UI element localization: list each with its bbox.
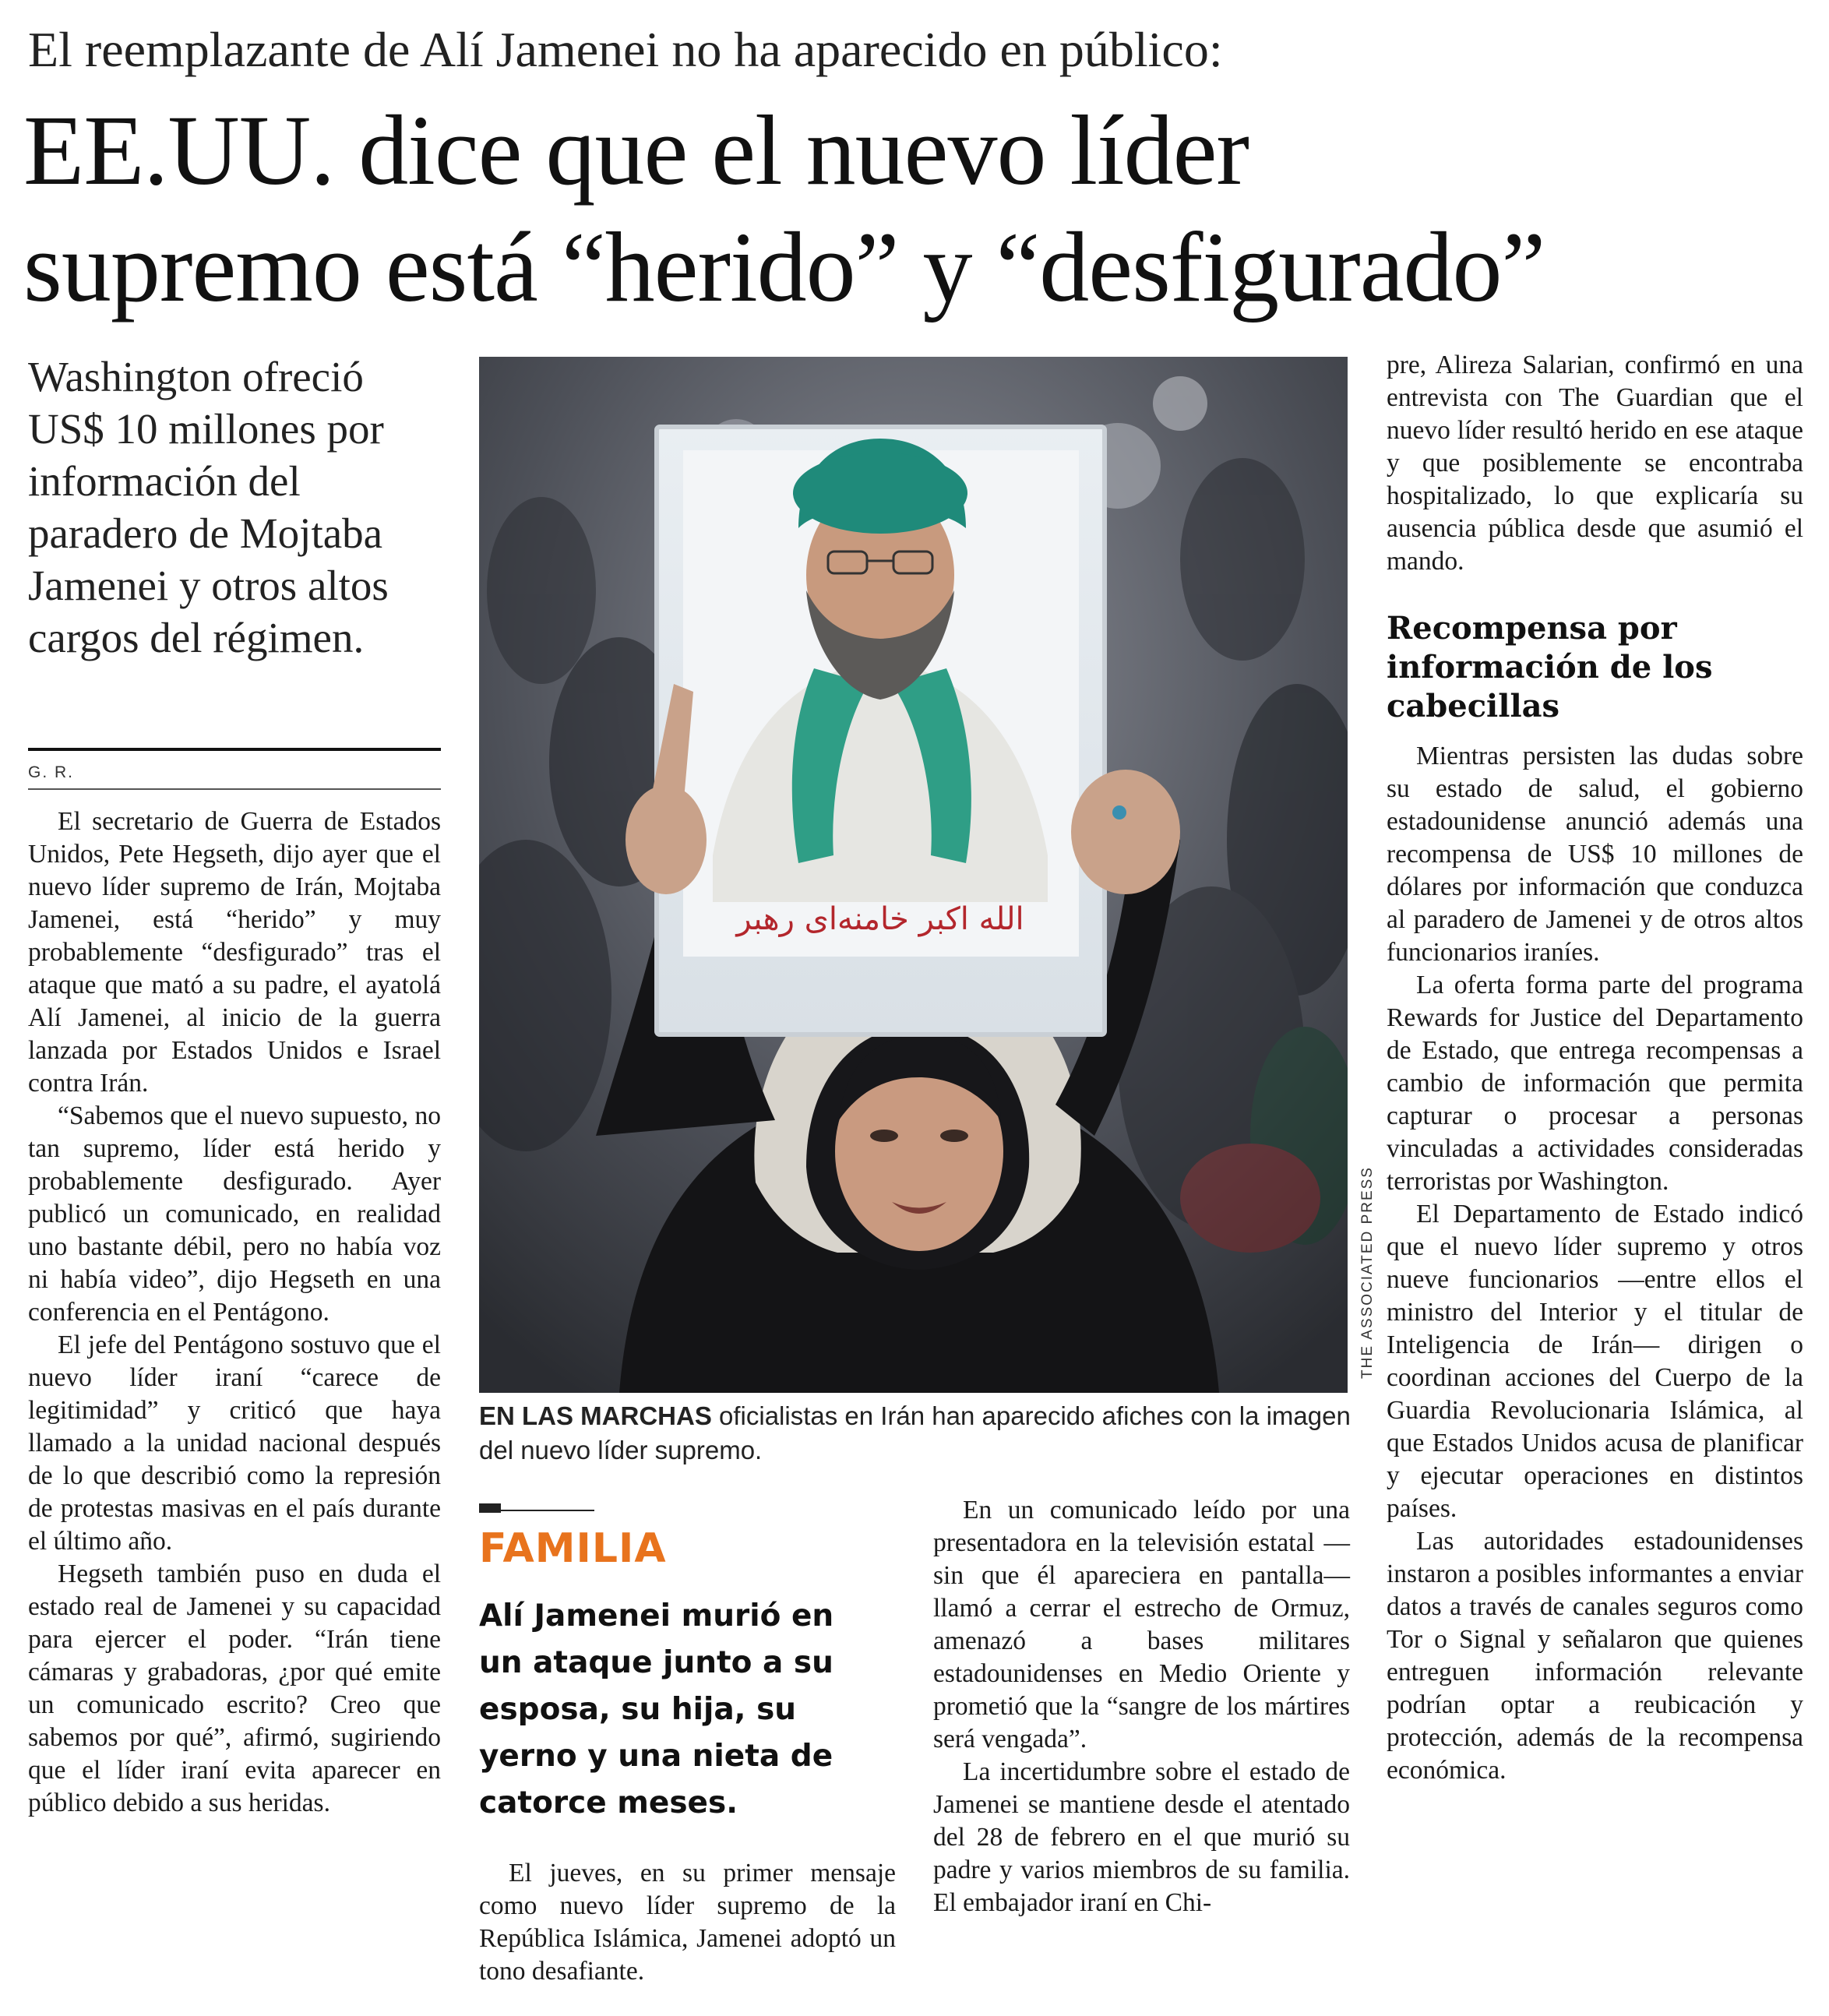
poster-inscription: الله اکبر خامنه‌ای رهبر <box>736 901 1024 937</box>
article-headline <box>23 92 1815 326</box>
body-column-3 <box>933 1494 1350 1919</box>
paragraph: La oferta forma parte del programa Rewards for Justice del Departamento de Estado, que entrega recompensas a cambio de información que permita capturar o procesar a personas vinculadas a actividades consideradas terroristas por Washington. <box>1387 971 1803 1196</box>
article-lede: Washington ofreció US$ 10 millones por información del paradero de Mojtaba Jamenei y otros altos cargos del régimen. <box>28 353 389 661</box>
headline-line-2: supremo está “herido” y “desfigurado” <box>23 212 1545 322</box>
paragraph: El Departamento de Estado indicó que el nuevo líder supremo y otros nueve funcionarios —entre ellos el ministro del Interior y el titular de Inteligencia de Irán— dirigen o coordinan acciones del Cuerpo de la Guardia Revolucionaria Islámica, al que Estados Unidos acusa de planificar y ejecutar operaciones en distintos países. <box>1387 1200 1803 1523</box>
paragraph: La incertidumbre sobre el estado de Jamenei se mantiene desde el atentado del 28 de febrero en el que murió su padre y varios miembros de su familia. El embajador iraní en Chi- <box>933 1757 1350 1917</box>
paragraph: El jefe del Pentágono sostuvo que el nuevo líder iraní “carece de legitimidad” y criticó que haya llamado a la unidad nacional después de lo que describió como la represión de protestas masivas en el país durante el último año. <box>28 1330 441 1556</box>
paragraph: Hegseth también puso en duda el estado real de Jamenei y su capacidad para ejercer el poder. “Irán tiene cámaras y grabadoras, ¿por qué emite un comunicado escrito? Creo que sabemos por qué”, afirmó, sugiriendo que el líder iraní evita aparecer en público debido a sus heridas. <box>28 1560 441 1817</box>
paragraph-continued: pre, Alireza Salarian, confirmó en una entrevista con The Guardian que el nuevo líder resultó herido en ese ataque y que posiblemente se encontraba hospitalizado, lo que explicaría su ausencia pública desde que asumió el mando. <box>1387 351 1803 576</box>
photo-credit: THE ASSOCIATED PRESS <box>1359 1166 1376 1379</box>
photo-caption <box>479 1399 1355 1468</box>
column-subhead: Recompensa por información de los cabecillas <box>1387 610 1713 724</box>
body-column-4 <box>1387 349 1803 1787</box>
byline-divider <box>28 788 441 790</box>
lede-divider <box>28 748 441 751</box>
paragraph: Mientras persisten las dudas sobre su estado de salud, el gobierno estadounidense anunció además una recompensa de US$ 10 millones de dólares por información que conduzca al paradero de Jamenei y de otros altos funcionarios iraníes. <box>1387 742 1803 967</box>
poster <box>657 427 1105 1034</box>
sidebar-section-label: FAMILIA <box>479 1525 667 1572</box>
article-photo <box>479 357 1348 1393</box>
sidebar-rule <box>501 1510 594 1511</box>
article-kicker: El reemplazante de Alí Jamenei no ha aparecido en público: <box>28 22 1223 77</box>
paragraph: Las autoridades estadounidenses instaron a posibles informantes a enviar datos a través de canales seguros como Tor o Signal y señalaron que quienes entreguen información relevante podrían optar a reubicación y protección, además de la recompensa económica. <box>1387 1527 1803 1785</box>
right-hand <box>1071 770 1180 894</box>
headline-line-1: EE.UU. dice que el nuevo líder <box>23 95 1249 206</box>
body-column-2 <box>479 1857 896 1988</box>
sidebar-marker <box>479 1503 501 1513</box>
caption-lead: EN LAS MARCHAS <box>479 1401 712 1430</box>
sidebar-deck: Alí Jamenei murió en un ataque junto a su esposa, su hija, su yerno y una nieta de catorce meses. <box>479 1598 834 1820</box>
paragraph: El jueves, en su primer mensaje como nuevo líder supremo de la República Islámica, Jamenei adoptó un tono desafiante. <box>479 1859 896 1986</box>
paragraph: “Sabemos que el nuevo supuesto, no tan supremo, líder está herido y probablemente desfigurado. Ayer publicó un comunicado, en realidad uno bastante débil, pero no había voz ni había video”, dijo Hegseth en una conferencia en el Pentágono. <box>28 1101 441 1327</box>
paragraph: En un comunicado leído por una presentadora en la televisión estatal —sin que él apareciera en pantalla— llamó a cerrar el estrecho de Ormuz, amenazó a bases militares estadounidenses en Medio Oriente y prometió que la “sangre de los mártires será vengada”. <box>933 1496 1350 1753</box>
byline: G. R. <box>28 763 75 781</box>
body-column-1 <box>28 805 441 1820</box>
protester-poster-illustration <box>479 357 1348 1393</box>
caption-text: oficialistas en Irán han aparecido afiches con la imagen del nuevo líder supremo. <box>479 1401 1351 1464</box>
paragraph: El secretario de Guerra de Estados Unidos, Pete Hegseth, dijo ayer que el nuevo líder supremo de Irán, Mojtaba Jamenei, está “herido” y muy probablemente “desfigurado” tras el ataque que mató a su padre, el ayatolá Alí Jamenei, al inicio de la guerra lanzada por Estados Unidos e Israel contra Irán. <box>28 807 441 1098</box>
